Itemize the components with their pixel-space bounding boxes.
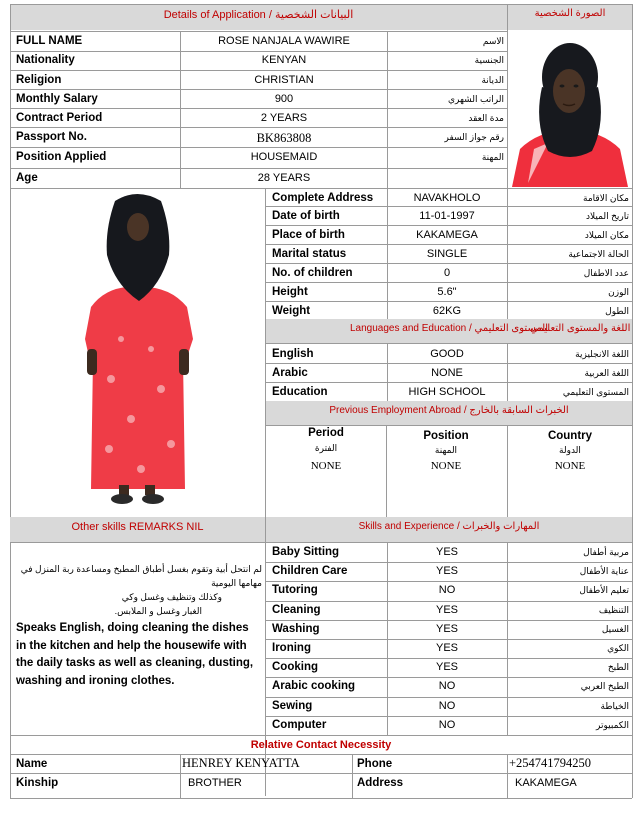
grid-line	[266, 225, 632, 226]
detail-value: 5.6"	[437, 286, 457, 298]
emp-country-label: Country	[547, 430, 593, 442]
language-value: NONE	[431, 367, 463, 379]
detail-value: KAKAMEGA	[416, 229, 478, 241]
emp-country-ar: الدولة	[559, 445, 581, 455]
grid-line	[266, 658, 632, 659]
skill-value: YES	[435, 565, 458, 577]
grid-line	[387, 31, 388, 188]
grid-line	[10, 147, 507, 148]
grid-line	[10, 735, 632, 736]
detail-value: 62KG	[432, 305, 462, 317]
skill-value: NO	[438, 700, 456, 712]
detail-label: Weight	[272, 305, 311, 317]
grid-line	[266, 343, 632, 344]
detail-label-ar: تاريخ الميلاد	[586, 211, 629, 221]
personal-value: KENYAN	[261, 54, 307, 66]
remarks-title: Other skills REMARKS NIL	[71, 521, 204, 533]
skill-label: Washing	[272, 623, 320, 635]
personal-value: HOUSEMAID	[250, 151, 318, 163]
contact-kinship-value: BROTHER	[188, 777, 242, 789]
skill-label: Cooking	[272, 661, 318, 673]
skill-label-ar: الغسيل	[601, 624, 629, 634]
skill-value: YES	[435, 546, 458, 558]
details-title: Details of Application / البيانات الشخصية	[163, 9, 354, 21]
grid-line	[266, 581, 632, 582]
grid-line	[266, 301, 632, 302]
skill-label-ar: عناية الأطفال	[579, 566, 629, 576]
detail-label: No. of children	[272, 267, 353, 279]
remarks-arabic-line: وكذلك وتنظيف وغسل وكي	[121, 592, 222, 602]
detail-label-ar: عدد الاطفال	[583, 268, 629, 278]
skill-label-ar: الطبخ	[607, 662, 629, 672]
employment-title: Previous Employment Abroad / الخبرات السابقة بالخارج	[329, 405, 569, 416]
personal-label: Monthly Salary	[16, 93, 98, 105]
language-label-ar: اللغة الانجليزية	[575, 349, 629, 359]
skill-label-ar: الكوي	[607, 643, 629, 653]
skill-value: NO	[438, 719, 456, 731]
portrait-photo	[508, 31, 632, 187]
remarks-arabic-line: لم انتحل أبية وتقوم بغسل أطباق المطبخ ومساعدة ربة المنزل في مهامها اليومية	[20, 564, 262, 588]
grid-line	[10, 31, 507, 32]
grid-line	[266, 382, 632, 383]
skill-label: Children Care	[272, 565, 348, 577]
grid-line	[10, 168, 507, 169]
detail-label: Place of birth	[272, 229, 345, 241]
skill-label-ar: تعليم الأطفال	[579, 585, 629, 595]
language-value: HIGH SCHOOL	[408, 386, 486, 398]
emp-period-value: NONE	[310, 460, 342, 472]
grid-line	[266, 697, 632, 698]
personal-label: Age	[16, 172, 38, 184]
contact-phone-value: +254741794250	[509, 756, 592, 770]
skill-value: YES	[435, 623, 458, 635]
grid-line	[10, 108, 507, 109]
detail-value: NAVAKHOLO	[413, 192, 481, 204]
grid-line	[352, 754, 353, 798]
remarks-arabic	[20, 562, 262, 618]
personal-value: CHRISTIAN	[254, 74, 314, 86]
skill-label: Baby Sitting	[272, 546, 340, 558]
personal-value: 900	[274, 93, 294, 105]
grid-line	[266, 282, 632, 283]
grid-line	[266, 363, 632, 364]
emp-period-label: Period	[308, 427, 344, 439]
detail-label-ar: الوزن	[608, 287, 629, 297]
grid-line	[10, 51, 507, 52]
grid-line	[266, 425, 632, 426]
skill-label-ar: مربية أطفال	[583, 547, 629, 557]
emp-position-value: NONE	[430, 460, 462, 472]
contact-address-value: KAKAMEGA	[515, 777, 577, 789]
skill-label: Computer	[272, 719, 327, 731]
emp-position-label: Position	[423, 430, 469, 442]
detail-value: 11-01-1997	[419, 210, 475, 222]
emp-period-ar: الفترة	[314, 443, 338, 453]
skill-value: YES	[435, 642, 458, 654]
grid-line	[507, 754, 508, 798]
grid-line	[266, 639, 632, 640]
grid-line	[266, 677, 632, 678]
detail-label-ar: مكان الاقامة	[583, 193, 629, 203]
grid-line	[10, 542, 632, 543]
photo-title: الصورة الشخصية	[534, 8, 606, 19]
grid-line	[10, 70, 507, 71]
personal-label: Contract Period	[16, 112, 103, 124]
emp-position-ar: المهنة	[434, 445, 458, 455]
grid-line	[10, 4, 632, 5]
grid-line	[10, 773, 632, 774]
remarks-english: Speaks English, doing cleaning the dishes in the kitchen and help the housewife with the daily tasks as well as cleaning, dusting, washing and ironing clothes.	[16, 622, 254, 687]
personal-label-ar: الجنسية	[474, 55, 504, 65]
personal-label-ar: الاسم	[482, 36, 504, 46]
grid-line	[266, 562, 632, 563]
detail-label: Marital status	[272, 248, 347, 260]
grid-line	[10, 127, 507, 128]
skill-label: Sewing	[272, 700, 313, 712]
contact-title: Relative Contact Necessity	[250, 739, 392, 751]
skill-label-ar: التنظيف	[598, 605, 629, 615]
remarks-arabic-line: الغبار وغسل و الملابس.	[114, 606, 202, 616]
skill-value: YES	[435, 604, 458, 616]
personal-label-ar: المهنة	[481, 152, 504, 162]
skill-label: Cleaning	[272, 604, 321, 616]
grid-line	[266, 601, 632, 602]
personal-label-ar: مدة العقد	[468, 113, 504, 123]
skills-title: Skills and Experience / المهارات والخبرات	[358, 521, 540, 532]
detail-label: Date of birth	[272, 210, 340, 222]
skill-label: Tutoring	[272, 584, 318, 596]
full-body-photo	[11, 189, 265, 516]
grid-line	[632, 4, 633, 798]
detail-value: SINGLE	[426, 248, 468, 260]
detail-label: Complete Address	[272, 192, 374, 204]
grid-line	[266, 244, 632, 245]
language-label: Education	[272, 386, 328, 398]
languages-title-ar: اللغة والمستوى التعليمي	[530, 323, 631, 334]
detail-label-ar: مكان الميلاد	[584, 230, 629, 240]
personal-label: Position Applied	[16, 151, 107, 163]
contact-name-label: Name	[16, 758, 48, 770]
personal-label: FULL NAME	[16, 35, 83, 47]
personal-value: ROSE NANJALA WAWIRE	[218, 35, 350, 47]
skill-value: NO	[438, 680, 456, 692]
contact-address-label: Address	[357, 777, 404, 789]
grid-line	[266, 206, 632, 207]
grid-line	[266, 620, 632, 621]
language-value: GOOD	[430, 348, 464, 360]
grid-line	[266, 263, 632, 264]
language-label-ar: اللغة العربية	[584, 368, 629, 378]
emp-country-value: NONE	[554, 460, 586, 472]
grid-line	[10, 798, 632, 799]
contact-phone-label: Phone	[357, 758, 393, 770]
language-label: Arabic	[272, 367, 308, 379]
skill-label-ar: الطبخ العربي	[580, 681, 629, 691]
personal-label-ar: الديانة	[481, 75, 504, 85]
detail-value: 0	[443, 267, 451, 279]
personal-value: 2 YEARS	[260, 112, 308, 124]
skill-label-ar: الكمبيوتر	[596, 720, 629, 730]
personal-label: Religion	[16, 74, 62, 86]
languages-title: Languages and Education / المستوى التعليمي	[350, 323, 548, 334]
skill-label: Ironing	[272, 642, 311, 654]
detail-label: Height	[272, 286, 308, 298]
personal-label: Passport No.	[16, 131, 87, 143]
grid-line	[180, 754, 181, 798]
grid-line	[265, 188, 266, 796]
skill-label: Arabic cooking	[272, 680, 356, 692]
language-label: English	[272, 348, 314, 360]
personal-label: Nationality	[16, 54, 75, 66]
grid-line	[10, 754, 632, 755]
personal-value: BK863808	[256, 131, 312, 145]
skill-label-ar: الخياطة	[600, 701, 629, 711]
skill-value: YES	[435, 661, 458, 673]
language-label-ar: المستوى التعليمي	[562, 387, 629, 397]
personal-label-ar: الراتب الشهري	[448, 94, 504, 104]
grid-line	[266, 716, 632, 717]
skill-value: NO	[438, 584, 456, 596]
personal-value: 28 YEARS	[257, 172, 311, 184]
contact-kinship-label: Kinship	[16, 777, 59, 789]
detail-label-ar: الطول	[605, 306, 629, 316]
grid-line	[10, 89, 507, 90]
detail-label-ar: الحالة الاجتماعية	[568, 249, 629, 259]
contact-name-value: HENREY KENYATTA	[182, 756, 300, 770]
personal-label-ar: رقم جواز السفر	[444, 132, 504, 142]
